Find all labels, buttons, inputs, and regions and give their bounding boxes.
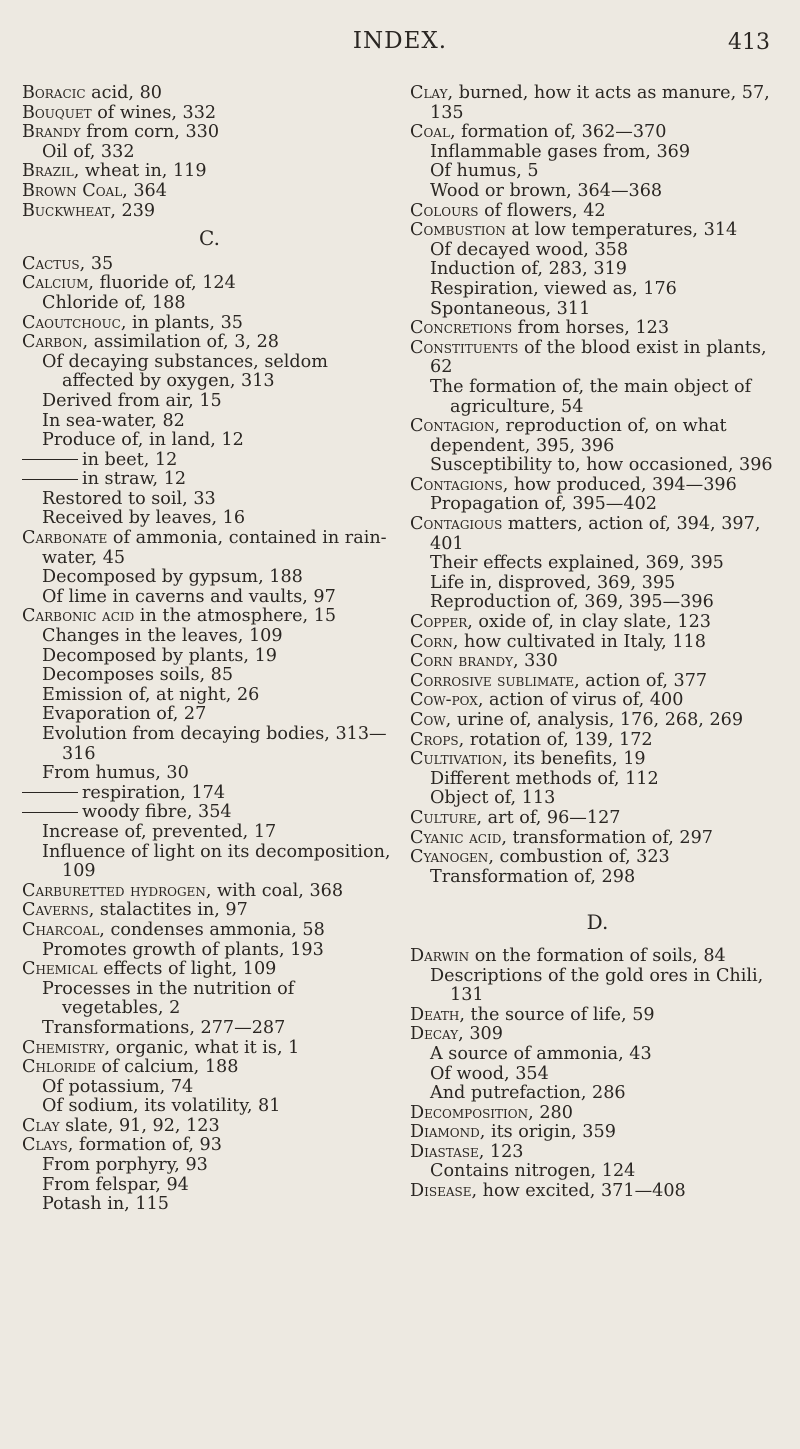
- index-subentry: Of wood, 354: [430, 1063, 549, 1084]
- index-subentry: Decomposed by gypsum, 188: [42, 567, 303, 588]
- index-entry: Contagious matters, action of, 394, 397, 401: [410, 514, 761, 554]
- index-entry: Cyanic acid, transformation of, 297: [410, 827, 714, 848]
- index-subentry: From porphyry, 93: [42, 1155, 208, 1176]
- index-column-left: [22, 84, 397, 1215]
- index-entry: Corn brandy, 330: [410, 651, 558, 672]
- index-subentry: Wood or brown, 364—368: [430, 180, 663, 201]
- index-subentry: Decomposed by plants, 19: [42, 645, 277, 666]
- index-subentry: Susceptibility to, how occasioned, 396: [430, 455, 773, 476]
- index-entry: Decomposition, 280: [410, 1102, 573, 1123]
- index-entry: Concretions from horses, 123: [410, 318, 670, 339]
- index-subentry: Of decayed wood, 358: [430, 239, 629, 260]
- index-entry: Contagion, reproduction of, on what dependent, 395, 396: [410, 416, 727, 456]
- index-subentry: Object of, 113: [430, 788, 556, 809]
- index-subentry: Transformations, 277—287: [42, 1017, 286, 1038]
- index-entry: Boracic acid, 80: [22, 83, 162, 103]
- index-entry: Caverns, stalactites in, 97: [22, 900, 248, 921]
- page-number: 413: [728, 30, 770, 55]
- index-entry: Caoutchouc, in plants, 35: [22, 312, 243, 333]
- ditto-rule: [22, 479, 78, 480]
- index-dash-subentry: in beet, 12: [22, 451, 397, 471]
- page-header: [0, 26, 800, 66]
- index-entry: Cactus, 35: [22, 253, 114, 274]
- section-letter-d: D.: [586, 910, 609, 935]
- index-entry: Cultivation, its benefits, 19: [410, 749, 646, 770]
- index-entry: Culture, art of, 96—127: [410, 807, 621, 828]
- index-subentry: From felspar, 94: [42, 1174, 189, 1195]
- index-entry: Calcium, fluoride of, 124: [22, 273, 236, 294]
- index-dash-subentry: in straw, 12: [22, 470, 397, 490]
- index-subentry: Decomposes soils, 85: [42, 665, 234, 686]
- index-subentry: Increase of, prevented, 17: [42, 821, 277, 842]
- index-entry: Coal, formation of, 362—370: [410, 122, 667, 143]
- index-entry: Disease, how excited, 371—408: [410, 1181, 686, 1202]
- index-entry: Clay slate, 91, 92, 123: [22, 1115, 220, 1136]
- index-entry: Carbonic acid in the atmosphere, 15: [22, 606, 337, 627]
- index-subentry: Evaporation of, 27: [42, 704, 207, 725]
- index-subentry: And putrefaction, 286: [430, 1083, 626, 1104]
- index-entry: Corrosive sublimate, action of, 377: [410, 670, 708, 691]
- index-subentry: Evolution from decaying bodies, 313—316: [42, 724, 387, 764]
- index-entry: Diastase, 123: [410, 1141, 524, 1162]
- index-subentry: Different methods of, 112: [430, 768, 659, 789]
- index-dash-subentry: woody fibre, 354: [22, 803, 397, 823]
- index-subentry: Oil of, 332: [42, 141, 135, 162]
- index-subentry: Emission of, at night, 26: [42, 684, 260, 705]
- index-subentry: Derived from air, 15: [42, 390, 222, 411]
- index-subentry: Of lime in caverns and vaults, 97: [42, 586, 336, 607]
- ditto-rule: [22, 792, 78, 793]
- index-subentry: Potash in, 115: [42, 1194, 169, 1215]
- index-subentry: In sea-water, 82: [42, 410, 185, 431]
- index-entry: Charcoal, condenses ammonia, 58: [22, 919, 325, 940]
- index-subentry: Restored to soil, 33: [42, 488, 216, 509]
- index-entry: Carbonate of ammonia, contained in rain-water, 45: [22, 528, 387, 568]
- index-subentry: A source of ammonia, 43: [430, 1043, 652, 1064]
- index-entry: Crops, rotation of, 139, 172: [410, 729, 653, 750]
- index-entry: Decay, 309: [410, 1024, 503, 1045]
- index-subentry: Influence of light on its decomposition, 109: [42, 841, 391, 882]
- index-column-right: [410, 84, 785, 1202]
- index-entry: Brazil, wheat in, 119: [22, 161, 207, 182]
- index-subentry: Of humus, 5: [430, 161, 539, 182]
- index-subentry: Chloride of, 188: [42, 292, 186, 313]
- index-subentry: Produce of, in land, 12: [42, 430, 244, 451]
- index-entry: Brandy from corn, 330: [22, 122, 220, 143]
- index-subentry: Induction of, 283, 319: [430, 259, 627, 280]
- index-subentry: Propagation of, 395—402: [430, 494, 657, 515]
- index-subentry: Contains nitrogen, 124: [430, 1161, 636, 1182]
- index-entry: Chemical effects of light, 109: [22, 959, 277, 980]
- index-entry: Cyanogen, combustion of, 323: [410, 847, 670, 868]
- index-subentry: Of sodium, its volatility, 81: [42, 1096, 281, 1117]
- index-subentry: Changes in the leaves, 109: [42, 626, 283, 647]
- index-subentry: Transformation of, 298: [430, 866, 636, 887]
- index-entry: Buckwheat, 239: [22, 200, 156, 221]
- section-letter-c: C.: [199, 226, 220, 251]
- index-subentry: Descriptions of the gold ores in Chili, 131: [430, 965, 764, 1006]
- ditto-rule: [22, 459, 78, 460]
- index-entry: Cow, urine of, analysis, 176, 268, 269: [410, 710, 744, 730]
- index-subentry: Processes in the nutrition of vegetables, 2: [42, 978, 295, 1019]
- index-subentry: Life in, disproved, 369, 395: [430, 572, 676, 593]
- index-entry: Death, the source of life, 59: [410, 1004, 655, 1025]
- index-entry: Constituents of the blood exist in plants, 62: [410, 337, 767, 378]
- index-dash-subentry: respiration, 174: [22, 784, 397, 804]
- index-entry: Corn, how cultivated in Italy, 118: [410, 631, 706, 652]
- index-subentry: Of decaying substances, seldom affected by oxygen, 313: [42, 351, 328, 392]
- index-entry: Cow-pox, action of virus of, 400: [410, 690, 684, 711]
- index-subentry: Of potassium, 74: [42, 1076, 194, 1097]
- index-entry: Colours of flowers, 42: [410, 200, 606, 221]
- index-subentry: The formation of, the main object of agriculture, 54: [430, 376, 752, 417]
- index-entry: Brown Coal, 364: [22, 180, 167, 201]
- index-subentry: Spontaneous, 311: [430, 298, 591, 319]
- index-entry: Chloride of calcium, 188: [22, 1057, 239, 1078]
- index-entry: Combustion at low temperatures, 314: [410, 220, 738, 241]
- index-subentry: Respiration, viewed as, 176: [430, 278, 677, 299]
- index-entry: Carbon, assimilation of, 3, 28: [22, 332, 279, 353]
- index-entry: Darwin on the formation of soils, 84: [410, 945, 726, 966]
- index-entry: Clay, burned, how it acts as manure, 57, 135: [410, 83, 770, 123]
- index-entry: Diamond, its origin, 359: [410, 1122, 616, 1143]
- index-subentry: Their effects explained, 369, 395: [430, 553, 724, 574]
- index-entry: Copper, oxide of, in clay slate, 123: [410, 612, 711, 633]
- index-entry: Contagions, how produced, 394—396: [410, 474, 737, 495]
- index-subentry: Reproduction of, 369, 395—396: [430, 592, 714, 613]
- index-subentry: From humus, 30: [42, 763, 189, 784]
- page-title: INDEX.: [352, 28, 448, 54]
- ditto-rule: [22, 812, 78, 813]
- index-subentry: Promotes growth of plants, 193: [42, 939, 324, 960]
- index-subentry: Inflammable gases from, 369: [430, 141, 691, 162]
- index-entry: Bouquet of wines, 332: [22, 102, 217, 123]
- index-subentry: Received by leaves, 16: [42, 508, 246, 529]
- index-entry: Chemistry, organic, what it is, 1: [22, 1037, 300, 1058]
- index-entry: Clays, formation of, 93: [22, 1135, 222, 1156]
- index-entry: Carburetted hydrogen, with coal, 368: [22, 880, 344, 901]
